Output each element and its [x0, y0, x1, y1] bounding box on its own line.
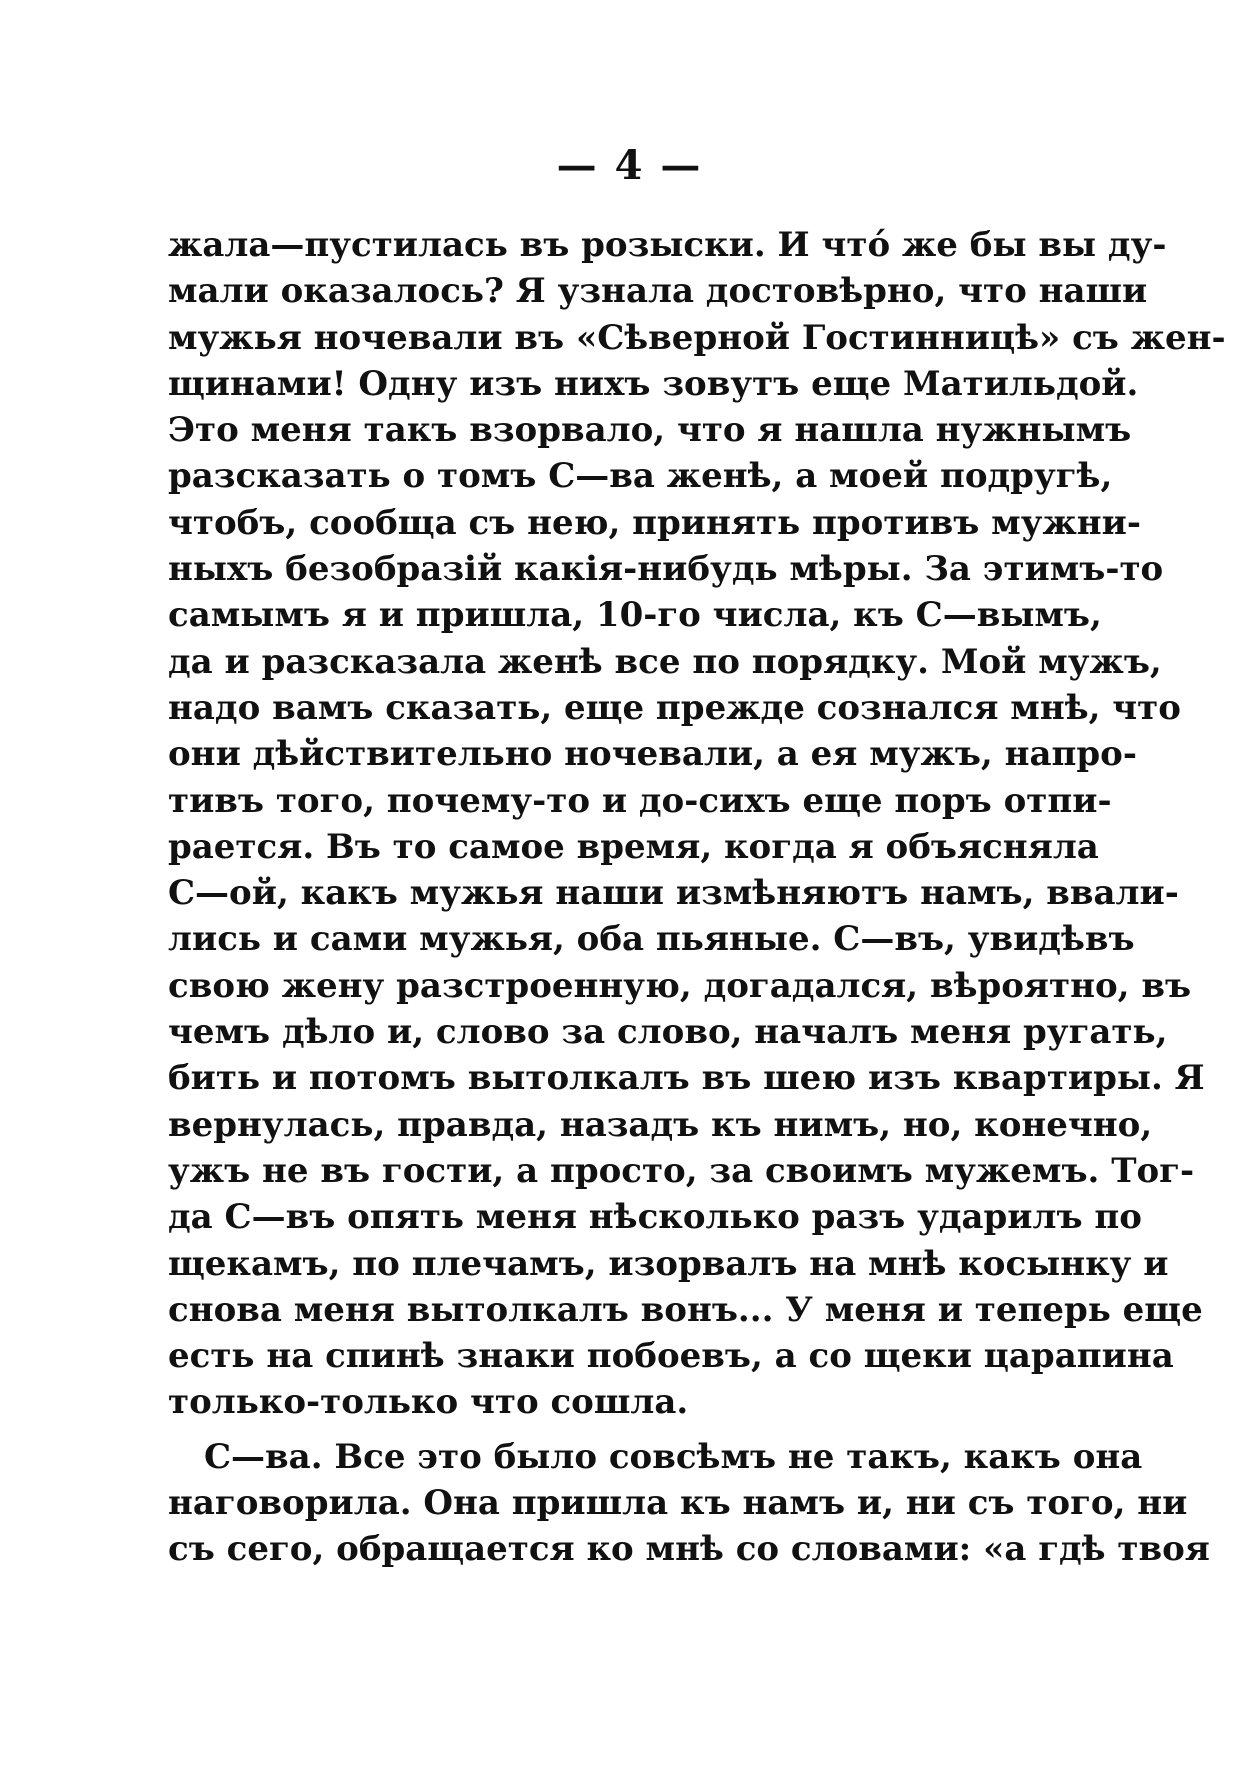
text-line: ужъ не въ гости, а просто, за своимъ мужемъ. Тог-	[168, 1150, 1195, 1191]
text-line: жала—пустилась въ розыски. И что́ же бы вы ду-	[168, 225, 1167, 265]
text-line: снова меня вытолкалъ вонъ... У меня и теперь еще	[168, 1289, 1203, 1330]
text-line: вернулась, правда, назадъ къ нимъ, но, конечно,	[168, 1104, 1153, 1145]
text-line: надо вамъ сказать, еще прежде сознался мнѣ, что	[168, 687, 1181, 728]
text-line: лись и сами мужья, оба пьяные. С—въ, увидѣвъ	[168, 919, 1135, 960]
text-line: С—ва. Все это было совсѣмъ не такъ, какъ она	[204, 1436, 1143, 1477]
text-line: чтобъ, сообща съ нею, принять противъ мужни-	[168, 502, 1142, 543]
body-text	[168, 222, 1226, 1573]
text-line: чемъ дѣло и, слово за слово, началъ меня ругать,	[168, 1012, 1168, 1053]
text-line: съ сего, обращается ко мнѣ со словами: «а гдѣ твоя	[168, 1529, 1210, 1570]
text-line: мужья ночевали въ «Сѣверной Гостинницѣ» съ жен-	[168, 317, 1226, 358]
text-line: да и разсказала женѣ все по порядку. Мой мужъ,	[168, 641, 1162, 682]
paragraph-gap	[168, 1426, 1088, 1434]
text-line: тивъ того, почему-то и до-сихъ еще поръ отпи-	[168, 780, 1112, 821]
text-line: наговорила. Она пришла къ намъ и, ни съ того, ни	[168, 1483, 1188, 1524]
paragraph-1	[168, 222, 1226, 1426]
text-line: рается. Въ то самое время, когда я объясняла	[168, 826, 1099, 867]
text-line: самымъ я и пришла, 10-го числа, къ С—вымъ,	[168, 595, 1102, 636]
text-line: С—ой, какъ мужья наши измѣняютъ намъ, ввали-	[168, 873, 1179, 914]
text-line: ныхъ безобразій какія-нибудь мѣры. За этимъ-то	[168, 549, 1164, 590]
paragraph-2	[168, 1434, 1210, 1573]
page-number: — 4 —	[556, 142, 703, 189]
text-line: да С—въ опять меня нѣсколько разъ ударилъ по	[168, 1197, 1142, 1238]
text-line: мали оказалось? Я узнала достовѣрно, что наши	[168, 271, 1148, 312]
text-line: разсказать о томъ С—ва женѣ, а моей подругѣ,	[168, 456, 1113, 497]
text-line: они дѣйствительно ночевали, а ея мужъ, напро-	[168, 734, 1137, 775]
text-line: щинами! Одну изъ нихъ зовутъ еще Матильдой.	[168, 363, 1139, 404]
text-line: есть на спинѣ знаки побоевъ, а со щеки царапина	[168, 1336, 1174, 1377]
text-line: только-только что сошла.	[168, 1382, 689, 1423]
text-line: бить и потомъ вытолкалъ въ шею изъ квартиры. Я	[168, 1058, 1205, 1099]
text-line: Это меня такъ взорвало, что я нашла нужнымъ	[168, 410, 1132, 451]
text-line: щекамъ, по плечамъ, изорвалъ на мнѣ косынку и	[168, 1243, 1169, 1284]
text-line: свою жену разстроенную, догадался, вѣроятно, въ	[168, 965, 1192, 1006]
